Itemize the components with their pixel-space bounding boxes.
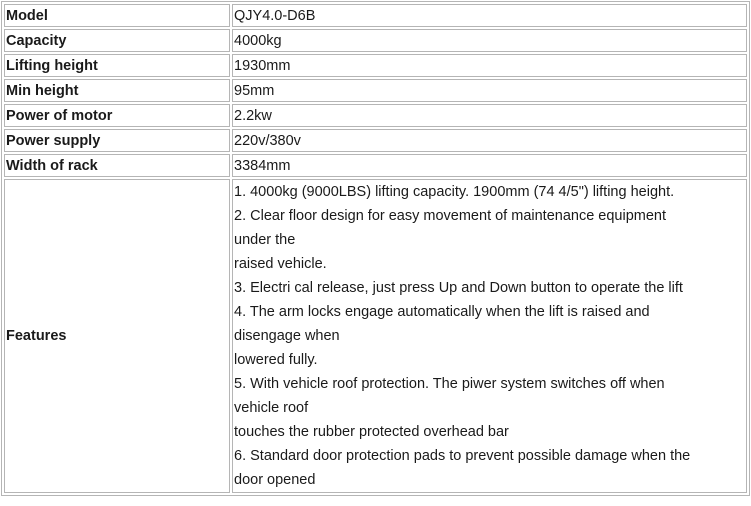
feature-line: 4. The arm locks engage automatically when the lift is raised and xyxy=(234,304,650,320)
spec-label: Power of motor xyxy=(4,104,230,127)
feature-line: disengage when xyxy=(234,328,340,344)
features-cell xyxy=(232,179,747,493)
spec-value: 4000kg xyxy=(232,29,747,52)
spec-row-model xyxy=(4,4,747,27)
feature-line: vehicle roof xyxy=(234,400,309,416)
spec-label: Features xyxy=(4,179,230,493)
spec-value: 2.2kw xyxy=(232,104,747,127)
spec-label: Power supply xyxy=(4,129,230,152)
spec-value: 95mm xyxy=(232,79,747,102)
feature-line: 5. With vehicle roof protection. The piwer system switches off when xyxy=(234,376,665,392)
feature-line: lowered fully. xyxy=(234,352,318,368)
feature-line: door opened xyxy=(234,472,316,488)
feature-line: raised vehicle. xyxy=(234,256,327,272)
spec-table xyxy=(1,1,750,496)
feature-line: 3. Electri cal release, just press Up and Down button to operate the lift xyxy=(234,280,683,296)
spec-label: Capacity xyxy=(4,29,230,52)
spec-value: 3384mm xyxy=(232,154,747,177)
feature-line: 6. Standard door protection pads to prevent possible damage when the xyxy=(234,448,691,464)
feature-line: 1. 4000kg (9000LBS) lifting capacity. 1900mm (74 4/5") lifting height. xyxy=(234,184,675,200)
spec-label: Model xyxy=(4,4,230,27)
spec-row-power-supply xyxy=(4,129,747,152)
spec-row-capacity xyxy=(4,29,747,52)
spec-label: Lifting height xyxy=(4,54,230,77)
feature-line: 2. Clear floor design for easy movement of maintenance equipment xyxy=(234,208,667,224)
feature-line: touches the rubber protected overhead bar xyxy=(234,424,509,440)
spec-row-lifting-height xyxy=(4,54,747,77)
spec-label: Min height xyxy=(4,79,230,102)
spec-row-power-of-motor xyxy=(4,104,747,127)
spec-value: 220v/380v xyxy=(232,129,747,152)
spec-value: 1930mm xyxy=(232,54,747,77)
spec-row-min-height xyxy=(4,79,747,102)
feature-line: under the xyxy=(234,232,296,248)
spec-value: QJY4.0-D6B xyxy=(232,4,747,27)
spec-row-width-of-rack xyxy=(4,154,747,177)
spec-label: Width of rack xyxy=(4,154,230,177)
spec-row-features xyxy=(4,179,747,493)
